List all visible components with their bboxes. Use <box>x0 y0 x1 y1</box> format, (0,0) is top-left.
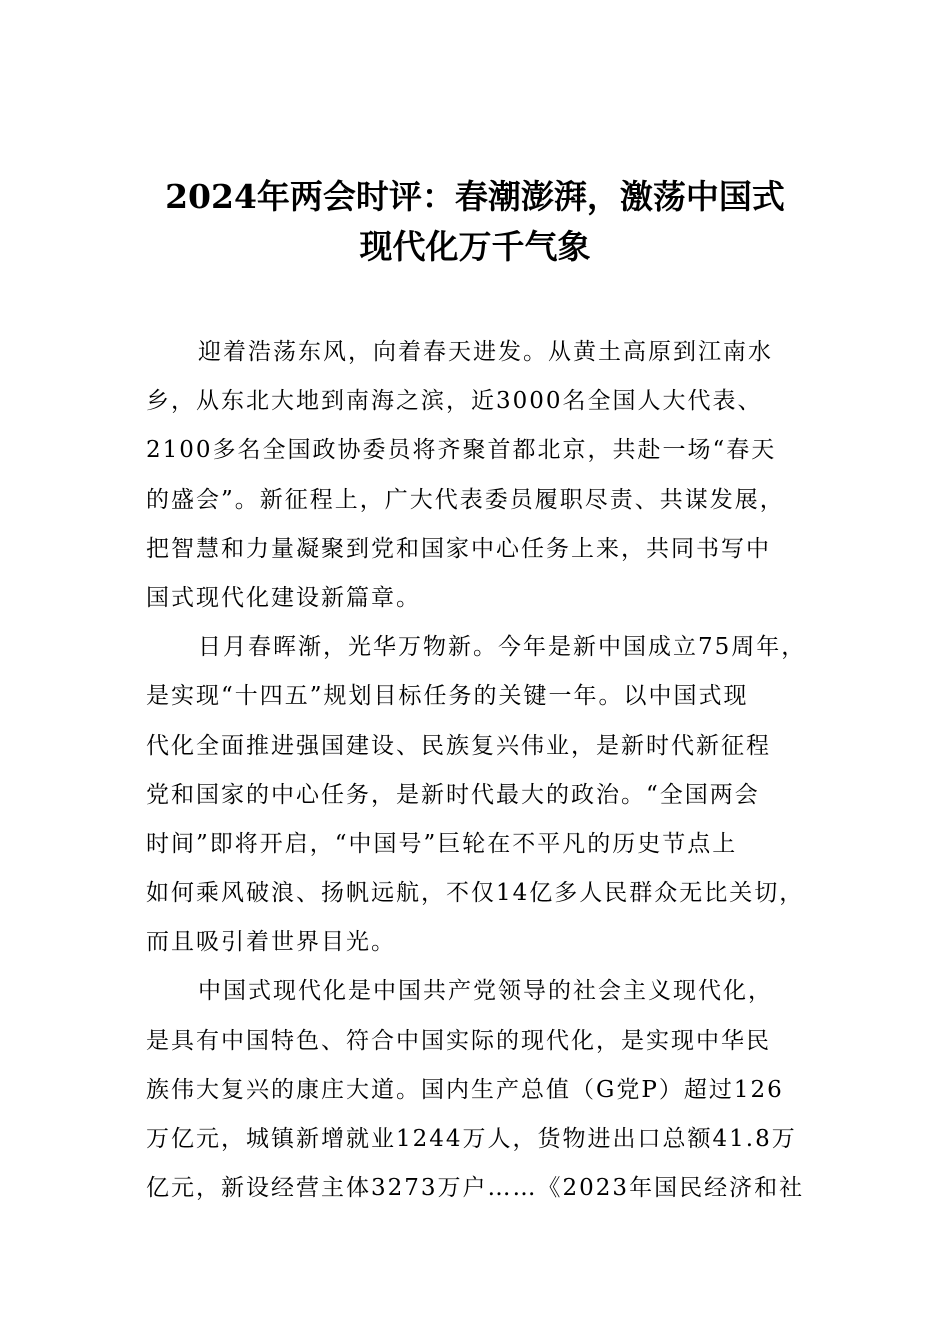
paragraph-line: 把智慧和力量凝聚到党和国家中心任务上来，共同书写中 <box>146 535 771 562</box>
paragraph-line: 中国式现代化是中国共产党领导的社会主义现代化， <box>198 978 773 1005</box>
paragraph-line: 而且吸引着世界目光。 <box>146 929 396 956</box>
paragraph-3 <box>146 967 811 1213</box>
paragraph-line: 2100多名全国政协委员将齐聚首都北京，共赴一场“春天 <box>146 437 777 464</box>
paragraph-line: 日月春晖渐，光华万物新。今年是新中国成立75周年， <box>198 634 807 661</box>
document-body <box>146 328 811 1213</box>
paragraph-1 <box>146 328 811 623</box>
paragraph-line: 如何乘风破浪、扬帆远航，不仅14亿多人民群众无比关切， <box>146 880 805 907</box>
paragraph-line: 万亿元，城镇新增就业1244万人，货物进出口总额41.8万 <box>146 1126 797 1152</box>
paragraph-line: 国式现代化建设新篇章。 <box>146 584 421 611</box>
paragraph-2 <box>146 623 811 967</box>
paragraph-line: 代化全面推进强国建设、民族复兴伟业，是新时代新征程 <box>146 732 771 759</box>
paragraph-line: 党和国家的中心任务，是新时代最大的政治。“全国两会 <box>146 781 760 808</box>
paragraph-line: 的盛会”。新征程上，广大代表委员履职尽责、共谋发展， <box>146 486 785 513</box>
title-line: 2024年两会时评：春潮澎湃，激荡中国式 <box>165 177 785 216</box>
paragraph-line: 亿元，新设经营主体3273万户……《2023年国民经济和社 <box>146 1175 805 1202</box>
paragraph-line: 是实现“十四五”规划目标任务的关键一年。以中国式现 <box>146 683 749 710</box>
paragraph-line: 乡，从东北大地到南海之滨，近3000名全国人大代表、 <box>146 388 763 415</box>
paragraph-line: 迎着浩荡东风，向着春天进发。从黄土高原到江南水 <box>198 339 773 365</box>
document-title <box>140 172 810 272</box>
paragraph-line: 是具有中国特色、符合中国实际的现代化，是实现中华民 <box>146 1027 771 1054</box>
paragraph-line: 族伟大复兴的康庄大道。国内生产总值（G党P）超过126 <box>146 1076 784 1103</box>
title-line: 现代化万千气象 <box>359 227 591 266</box>
paragraph-line: 时间”即将开启，“中国号”巨轮在不平凡的历史节点上 <box>146 830 738 857</box>
